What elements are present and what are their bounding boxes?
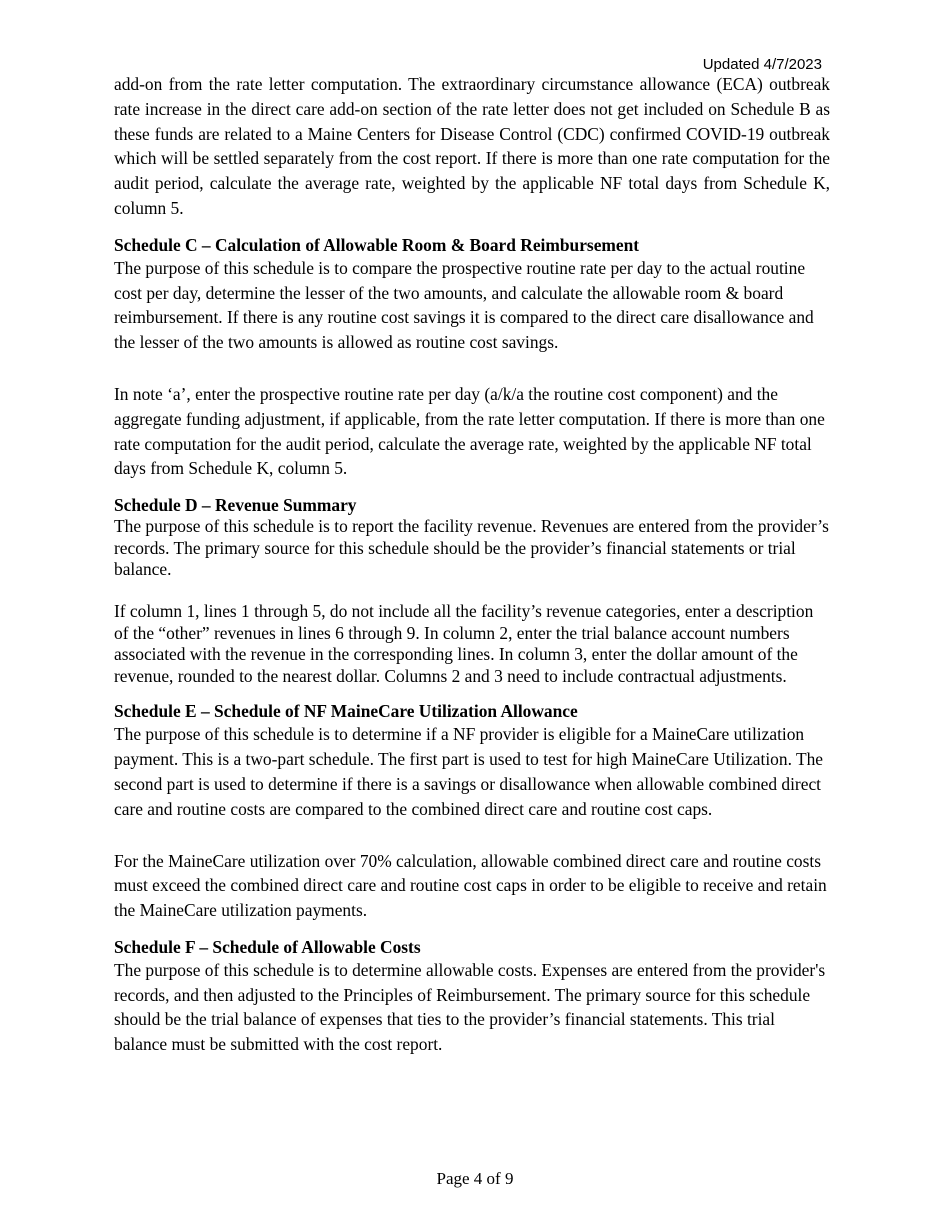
schedule-c-heading: Schedule C – Calculation of Allowable Room & Board Reimbursement: [114, 234, 640, 255]
schedule-e-paragraph-2: For the MaineCare utilization over 70% calculation, allowable combined direct care and routine costs must exceed the combined direct care and routine cost caps in order to be eligible to receive and retain the MaineCare utilization payments.: [114, 850, 827, 921]
updated-date: Updated 4/7/2023: [702, 56, 822, 73]
schedule-d-heading: Schedule D – Revenue Summary: [114, 495, 357, 516]
schedule-d-paragraph-1: The purpose of this schedule is to report the facility revenue. Revenues are entered from the provider’s records. The primary source for this schedule should be the provider’s financial statements or trial balance.: [114, 516, 829, 580]
page-number: Page 4 of 9: [436, 1169, 514, 1188]
schedule-e-heading: Schedule E – Schedule of NF MaineCare Utilization Allowance: [114, 701, 578, 722]
intro-paragraph: add-on from the rate letter computation. The extraordinary circumstance allowance (ECA) outbreak rate increase in the direct care add-on section of the rate letter does not get included on Schedule B as these funds are related to a Maine Centers for Disease Control (CDC) confirmed COVID-19 outbreak which will be settled separately from the cost report. If there is more than one rate computation for the audit period, calculate the average rate, weighted by the applicable NF total days from Schedule K, column 5.: [114, 74, 830, 218]
schedule-c-paragraph-1: The purpose of this schedule is to compare the prospective routine rate per day to the actual routine cost per day, determine the lesser of the two amounts, and calculate the allowable room & board reimbursement. If there is any routine cost savings it is compared to the direct care disallowance and the lesser of the two amounts is allowed as routine cost savings.: [114, 257, 814, 353]
schedule-f-paragraph-1: The purpose of this schedule is to determine allowable costs. Expenses are entered from the provider's records, and then adjusted to the Principles of Reimbursement. The primary source for this schedule should be the trial balance of expenses that ties to the provider’s financial statements. This trial balance must be submitted with the cost report.: [114, 959, 826, 1055]
schedule-f-heading: Schedule F – Schedule of Allowable Costs: [114, 936, 421, 957]
schedule-c-paragraph-2: In note ‘a’, enter the prospective routine rate per day (a/k/a the routine cost component) and the aggregate funding adjustment, if applicable, from the rate letter computation. If there is more than one rate computation for the audit period, calculate the average rate, weighted by the applicable NF total days from Schedule K, column 5.: [114, 383, 825, 479]
schedule-d-paragraph-2: If column 1, lines 1 through 5, do not include all the facility’s revenue categories, enter a description of the “other” revenues in lines 6 through 9. In column 2, enter the trial balance account numbers associated with the revenue in the corresponding lines. In column 3, enter the dollar amount of the revenue, rounded to the nearest dollar. Columns 2 and 3 need to include contractual adjustments.: [114, 600, 814, 686]
page-content: [114, 72, 830, 1057]
schedule-e-paragraph-1: The purpose of this schedule is to determine if a NF provider is eligible for a MaineCare utilization payment. This is a two-part schedule. The first part is used to test for high MaineCare Utilization. The second part is used to determine if there is a savings or disallowance when allowable combined direct care and routine costs are compared to the combined direct care and routine cost caps.: [114, 724, 823, 819]
